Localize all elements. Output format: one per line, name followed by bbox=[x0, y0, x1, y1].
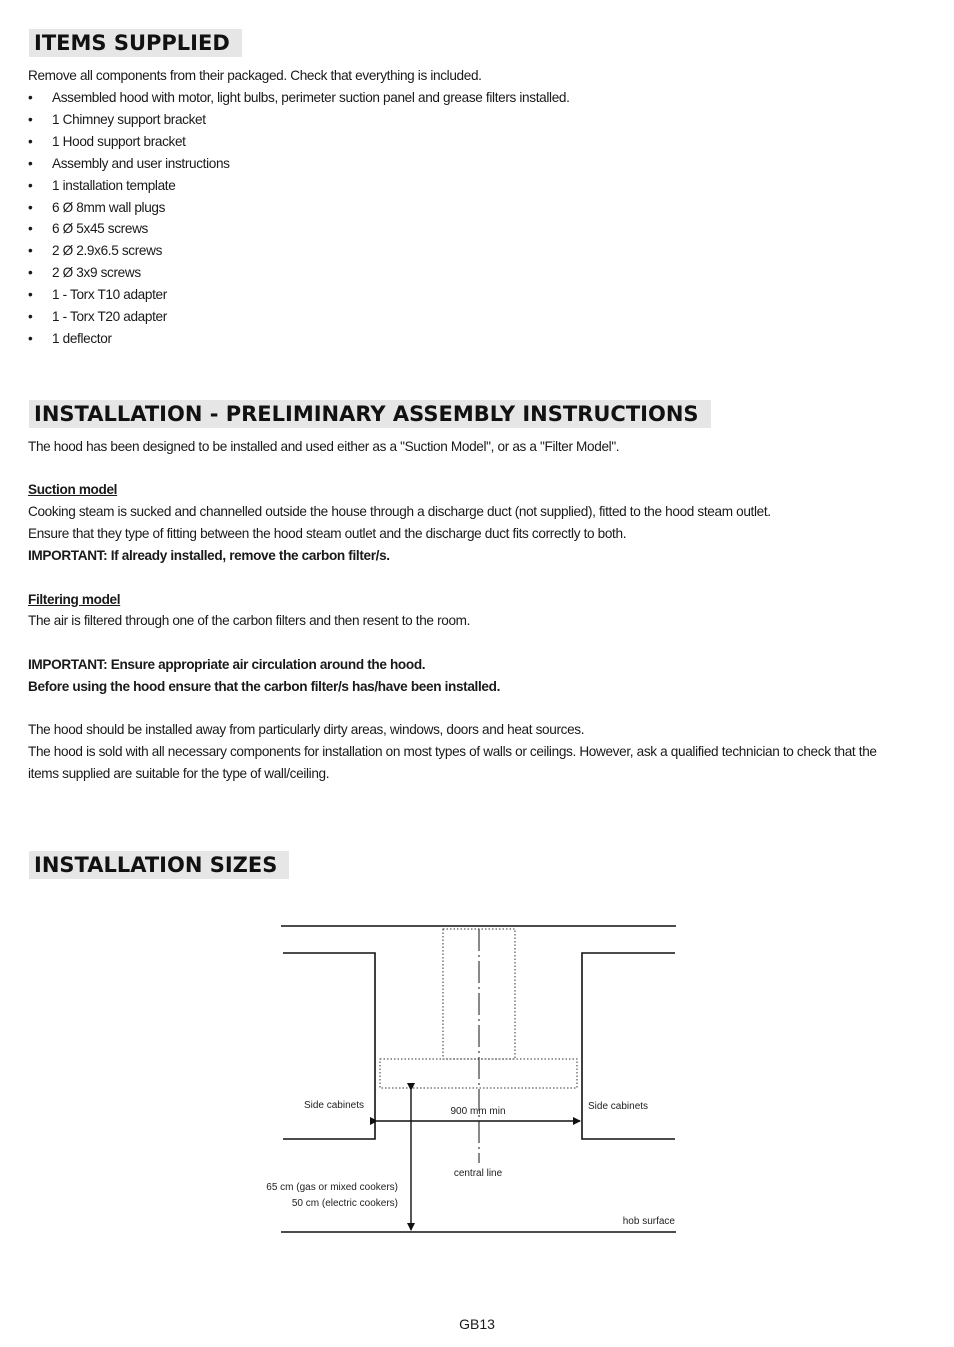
side-cabinets-left-label: Side cabinets bbox=[303, 1100, 364, 1111]
item-label: 6 Ø 5x45 screws bbox=[52, 221, 148, 237]
installation-note-1: The hood should be installed away from particularly dirty areas, windows, doors and heat sources. bbox=[28, 722, 585, 737]
item-label: 1 installation template bbox=[52, 177, 176, 193]
bullet-marker: • bbox=[28, 90, 33, 105]
suction-line-1: Cooking steam is sucked and channelled outside the house through a discharge duct (not supplied), fitted to the hood steam outlet. bbox=[28, 504, 771, 519]
page-number: GB13 bbox=[459, 1316, 495, 1332]
height-electric-label: 50 cm (electric cookers) bbox=[291, 1198, 398, 1209]
item-label: 2 Ø 2.9x6.5 screws bbox=[52, 243, 163, 259]
hob-surface-label: hob surface bbox=[622, 1216, 675, 1227]
items-supplied-heading: ITEMS SUPPLIED bbox=[29, 29, 242, 57]
installation-note-2: The hood is sold with all necessary components for installation on most types of walls or ceilings. However, ask a qualified technician to check that the items supplied are suitable for the type of wall/ceiling. bbox=[28, 744, 877, 781]
item-label: Assembly and user instructions bbox=[52, 155, 230, 171]
item-label: 1 - Torx T10 adapter bbox=[52, 287, 167, 303]
suction-important: IMPORTANT: If already installed, remove the carbon filter/s. bbox=[28, 548, 390, 563]
preliminary-intro: The hood has been designed to be installed and used either as a "Suction Model", or as a "Filter Model". bbox=[28, 439, 620, 454]
bullet-marker: • bbox=[28, 111, 33, 127]
items-intro: Remove all components from their packaged. Check that everything is included. bbox=[28, 68, 482, 83]
central-line-label: central line bbox=[453, 1168, 503, 1179]
bullet-marker: • bbox=[28, 155, 33, 171]
left-cabinet-outline bbox=[283, 953, 375, 1139]
bullet-marker: • bbox=[28, 221, 33, 237]
width-min-label: 900 mm min bbox=[450, 1106, 506, 1117]
side-cabinets-right-label: Side cabinets bbox=[588, 1101, 649, 1112]
bullet-marker: • bbox=[28, 133, 33, 149]
bullet-marker: • bbox=[28, 309, 33, 325]
preliminary-assembly-heading: INSTALLATION - PRELIMINARY ASSEMBLY INSTRUCTIONS bbox=[29, 400, 711, 428]
filtering-model-heading: Filtering model bbox=[28, 592, 121, 607]
bullet-marker: • bbox=[28, 330, 33, 346]
bullet-marker: • bbox=[28, 265, 33, 281]
important-air-circulation: IMPORTANT: Ensure appropriate air circulation around the hood. bbox=[28, 657, 426, 672]
important-carbon-filter: Before using the hood ensure that the carbon filter/s has/have been installed. bbox=[28, 679, 500, 694]
item-label: 2 Ø 3x9 screws bbox=[52, 265, 141, 281]
bullet-marker: • bbox=[28, 199, 33, 215]
item-label: 1 deflector bbox=[52, 330, 112, 346]
item-label: 6 Ø 8mm wall plugs bbox=[52, 199, 166, 215]
item-label: 1 Hood support bracket bbox=[52, 133, 186, 149]
bullet-marker: • bbox=[28, 287, 33, 303]
item-label: 1 - Torx T20 adapter bbox=[52, 309, 167, 325]
installation-sizes-heading: INSTALLATION SIZES bbox=[29, 851, 289, 879]
bullet-marker: • bbox=[28, 177, 33, 193]
bullet-marker: • bbox=[28, 243, 33, 259]
height-gas-label: 65 cm (gas or mixed cookers) bbox=[266, 1182, 398, 1193]
filtering-line-1: The air is filtered through one of the carbon filters and then resent to the room. bbox=[28, 613, 471, 628]
suction-model-heading: Suction model bbox=[28, 482, 118, 497]
item-label: 1 Chimney support bracket bbox=[52, 111, 206, 127]
suction-line-2: Ensure that they type of fitting between the hood steam outlet and the discharge duct fits correctly to both. bbox=[28, 526, 627, 541]
item-label: Assembled hood with motor, light bulbs, perimeter suction panel and grease filters installed. bbox=[52, 90, 570, 105]
